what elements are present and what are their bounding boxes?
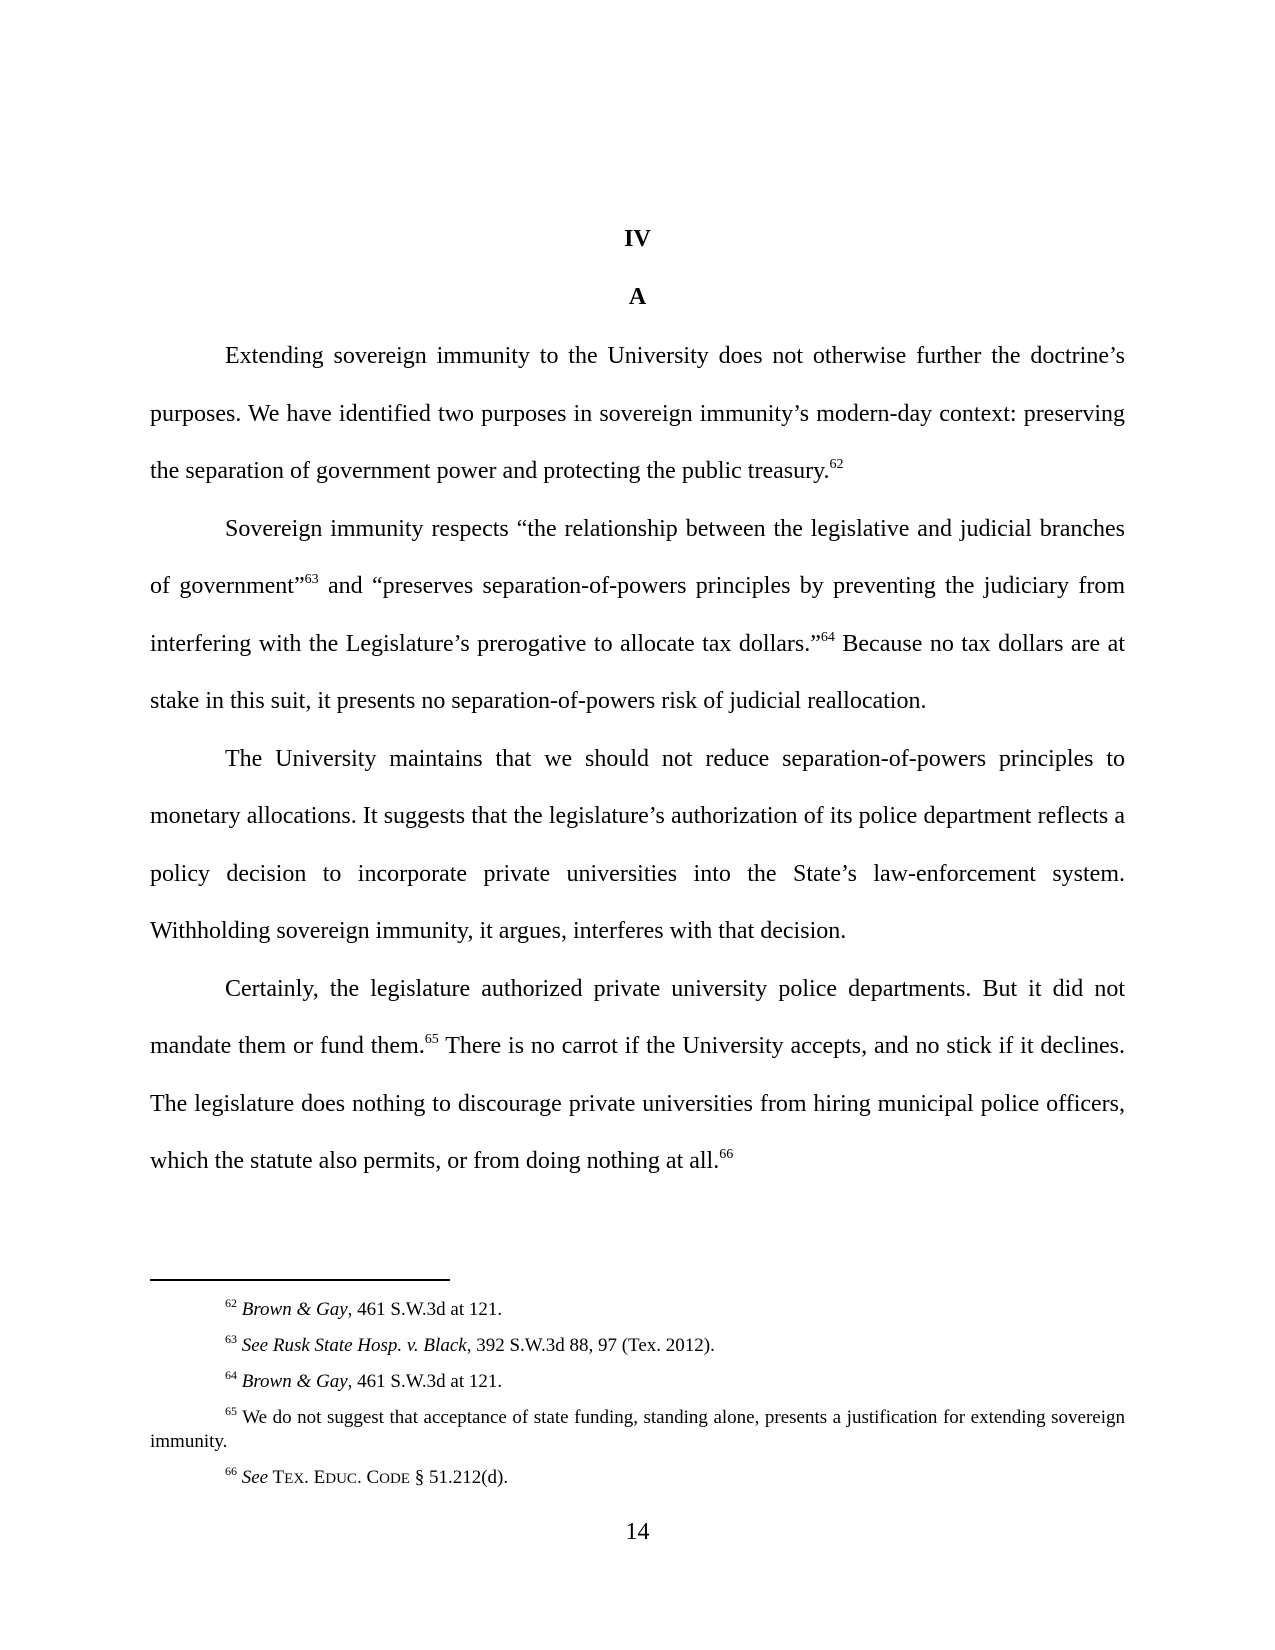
- paragraph-1-text: Extending sovereign immunity to the University does not otherwise further the doctrine’s purposes. We have identified two purposes in sovereign immunity’s modern-day context: preserving the separation of government power and protecting the public treasury.: [150, 343, 1125, 484]
- footnote-62-text: , 461 S.W.3d at 121.: [347, 1299, 503, 1320]
- footnote-66-code-2: ODE: [379, 1471, 410, 1487]
- footnote-66-tex-3: .: [304, 1467, 314, 1488]
- footnote-66-code-1: C: [366, 1467, 380, 1488]
- footnote-66-educ-2: DUC: [325, 1471, 357, 1487]
- paragraph-4-text-a: Certainly, the legislature authorized private university police departments. But it did not mandate them or fund them.: [150, 975, 1125, 1059]
- footnote-ref-63[interactable]: 63: [304, 572, 319, 587]
- footnote-divider: [150, 1279, 450, 1281]
- footnote-63: [150, 1334, 1125, 1358]
- footnote-63-case: Rusk State Hosp. v. Black: [268, 1335, 467, 1356]
- page-number: 14: [625, 1519, 650, 1545]
- paragraph-1: [150, 328, 1125, 501]
- footnote-62: [150, 1298, 1125, 1322]
- footnote-62-number: 62: [225, 1296, 237, 1310]
- footnote-66-number: 66: [225, 1464, 237, 1478]
- footnote-66: [150, 1466, 1125, 1491]
- footnote-66-educ-3: .: [356, 1467, 367, 1488]
- paragraph-2-text-a: Sovereign immunity respects “the relationship between the legislative and judicial branches of government”: [150, 515, 1125, 599]
- part-heading: IV: [624, 226, 651, 252]
- footnote-65: [150, 1406, 1125, 1454]
- paragraph-4: [150, 961, 1125, 1191]
- paragraph-2: [150, 501, 1125, 731]
- footnote-ref-66[interactable]: 66: [719, 1147, 734, 1162]
- footnote-64-text: , 461 S.W.3d at 121.: [347, 1371, 503, 1392]
- footnote-64: [150, 1370, 1125, 1394]
- paragraph-2-text-b: and “preserves separation-of-powers principles by preventing the judiciary from interfering with the Legislature’s prerogative to allocate tax dollars.”: [150, 573, 1126, 657]
- footnote-66-educ-1: E: [313, 1467, 326, 1488]
- footnote-66-tex-2: EX: [284, 1471, 305, 1487]
- footnote-65-number: 65: [225, 1404, 237, 1418]
- paragraph-4-text-b: There is no carrot if the University accepts, and no stick if it declines. The legislature does nothing to discourage private universities from hiring municipal police officers, which the statute also permits, or from doing nothing at all.: [150, 1033, 1125, 1174]
- footnote-63-signal: See: [241, 1335, 269, 1356]
- paragraph-3-text: The University maintains that we should not reduce separation-of-powers principles to monetary allocations. It suggests that the legislature’s authorization of its police department reflects a policy decision to incorporate private universities into the State’s law-enforcement system. Withholding sovereign immunity, it argues, interferes with that decision.: [150, 745, 1125, 944]
- footnote-ref-65[interactable]: 65: [424, 1032, 439, 1047]
- footnote-66-signal: See: [241, 1467, 269, 1488]
- body-text: [150, 328, 1125, 1191]
- footnotes: [150, 1298, 1125, 1503]
- footnote-62-case: Brown & Gay: [241, 1299, 348, 1320]
- footnote-ref-62[interactable]: 62: [829, 457, 844, 472]
- footnote-66-text: § 51.212(d).: [409, 1467, 509, 1488]
- footnote-65-text: We do not suggest that acceptance of state funding, standing alone, presents a justification for extending sovereign immunity.: [150, 1407, 1125, 1452]
- footnote-63-text: , 392 S.W.3d 88, 97 (Tex. 2012).: [466, 1335, 715, 1356]
- paragraph-3: [150, 731, 1125, 961]
- footnote-64-number: 64: [225, 1368, 237, 1382]
- footnote-66-tex-1: T: [272, 1467, 285, 1488]
- paragraph-2-text-c: Because no tax dollars are at stake in this suit, it presents no separation-of-powers risk of judicial reallocation.: [150, 630, 1126, 714]
- footnote-ref-64[interactable]: 64: [820, 629, 835, 645]
- footnote-63-number: 63: [225, 1332, 237, 1346]
- footnote-64-case: Brown & Gay: [241, 1371, 348, 1392]
- section-heading: A: [628, 284, 647, 310]
